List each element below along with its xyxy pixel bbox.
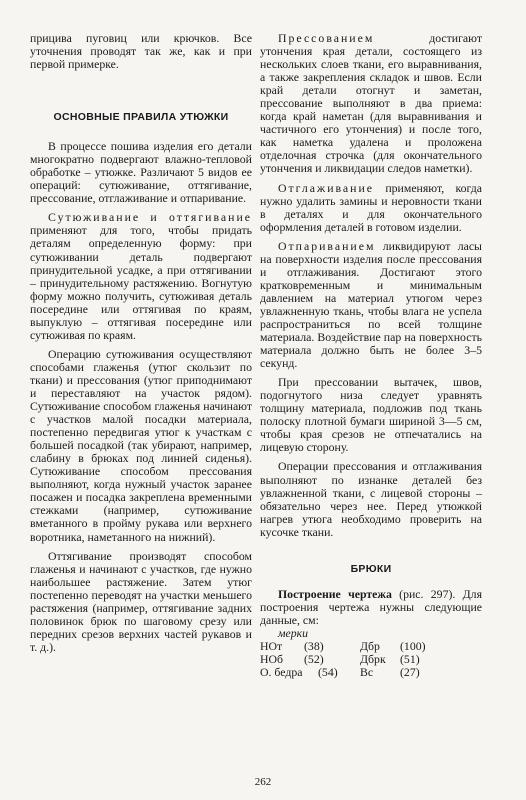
measure-value: (27) (400, 665, 420, 680)
measure-name: О. бедра (260, 665, 303, 680)
paragraph-stretching: Оттягивание производят способом глаженья и начинают с участков, где нужно наибольшее растяжение. Затем утюг постепенно переводят на участки меньшего растяжения (например, оттягивание задних половинок брюк по шаговому срезу или передних срезов верхних частей рукавов и т. д.). (30, 548, 252, 654)
term-pressing: Прессованием (278, 31, 375, 45)
measurements-label: мерки (278, 625, 309, 640)
section-heading-trousers: БРЮКИ (350, 562, 392, 575)
paragraph-text: применяют, когда нужно удалить замины и неровности ткани в деталях и для окончательного оформления деталей в готовом изделии. (260, 180, 482, 234)
paragraph-text: ликвидируют ласы на поверхности изделия после прессования и отглаживания. Достигают этого кратковременным и минимальным давлением на материал утюгом через увлажненную ткань, чтобы влага не успела распространиться по всей толщине материала. Воздействие пар на поверхность материала должно быть не более 3–5 секунд. (260, 238, 482, 371)
section-heading-ironing-rules: ОСНОВНЫЕ ПРАВИЛА УТЮЖКИ (53, 111, 229, 124)
measure-value: (54) (318, 665, 338, 680)
paragraph-text: достигают утончения края детали, состоящего из нескольких слоев ткани, его выравнивания, а также закрепления складок и швов. Если край детали отогнут и заметан, прессование выполняют в два приема: когда край наметан (для выравнивания и частичного его утончения) и после того, как наметка удалена и проложена отделочная строчка (для окончательного утончения и ликвидации следов наметки). (260, 31, 482, 176)
measure-name: НОб (260, 651, 284, 666)
paragraph-pressing-operations: Операции прессования и отглаживания выполняют по изнанке деталей без увлажненной ткани, с лицевой стороны – обязательно через нее. Перед утюжкой нагрев утюга необходимо проверить на кусочке ткани. (260, 459, 482, 539)
measure-value: (52) (304, 651, 324, 666)
paragraph-ironing-intro: В процессе пошива изделия его детали многократно подвергают влажно-тепловой обработке – утюжке. Различают 5 видов ее операций: сутюживание, оттягивание, прессование, отглаживание и отпаривание. (30, 139, 252, 206)
paragraph-steaming (260, 240, 482, 370)
measure-value: (51) (400, 651, 420, 666)
measurement-row (260, 640, 482, 653)
paragraph-text: (рис. 297). Для построения чертежа нужны следующие данные, см: (260, 586, 482, 627)
measurements-table (260, 640, 482, 679)
term-shrinking-stretching: Сутюживание и оттягивание (48, 210, 252, 225)
paragraph-shrinking-stretching (30, 211, 252, 341)
paragraph-continuation: прицива пуговиц или крючков. Все уточнения проводят так же, как и при первой примерке. (30, 31, 252, 72)
measure-name: Дбр (360, 638, 380, 653)
paragraph-smoothing (260, 182, 482, 234)
term-steaming: Отпариванием (278, 238, 376, 253)
paragraph-text: применяют для того, чтобы придать деталям определенную форму: при сутюживании деталь подвергают принудительной усадке, а при оттягивании – принудительному растяжению. Вогнутую форму можно получить, сутюживая деталь посередине или оттягивая по краям, выпуклую – оттягивая посередине или сутюживая по краям. (30, 223, 252, 342)
term-draft-construction: Построение чертежа (278, 586, 392, 601)
measure-value: (38) (304, 638, 324, 653)
right-column (260, 32, 482, 679)
paragraph-draft-construction (260, 588, 482, 627)
measure-name: Вс (360, 665, 374, 680)
left-column (30, 32, 252, 654)
measure-value: (100) (400, 638, 426, 653)
page-number: 262 (254, 776, 272, 788)
measurement-row (260, 666, 482, 679)
measure-name: НОт (260, 638, 283, 653)
paragraph-pressing (260, 32, 482, 176)
paragraph-shrinking-methods: Операцию сутюживания осуществляют способами глаженья (утюг скользит по ткани) и прессования (утюг приподнимают и переставляют на участок рядом). Сутюживание способом глаженья начинают с участков малой посадки материала, постепенно передвигая утюг к участкам с большей посадкой (так убирают, например, слабину в брюках под линией сиденья). Сутюживание способом прессования выполняют, когда нужный участок заранее посажен и посадка закреплена временными стежками (например, сутюживание вметанного в пройму рукава или верхнего воротника, наметанного на нижний). (30, 346, 252, 544)
measure-name: Дбрк (360, 651, 386, 666)
paragraph-pressing-darts: При прессовании вытачек, швов, подогнутого низа следует уравнять толщину материала, подложив под ткань полоску плотной бумаги шириной 3—5 см, чтобы края срезов не отпечатались на лицевую сторону. (260, 375, 482, 455)
term-smoothing: Отглаживание (278, 180, 375, 195)
